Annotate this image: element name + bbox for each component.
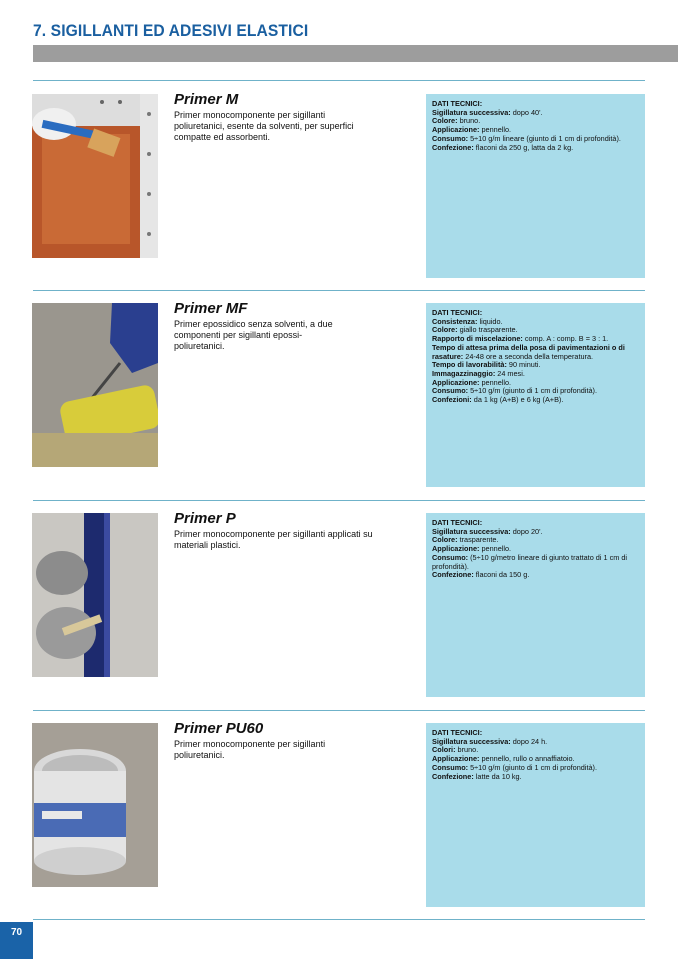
divider [33,919,645,920]
tech-line: Applicazione: pennello. [432,377,512,387]
tech-line: Rapporto di miscelazione: comp. A : comp. B = 3 : 1. [432,334,609,344]
tech-line: Colori: bruno. [432,745,479,755]
tech-data-box [426,723,645,907]
divider [33,710,645,711]
product-description: Primer epossidico senza solventi, a due componenti per sigillanti epossi-poliuretanici. [174,319,333,351]
tech-line: Consumo: (5÷10 g/metro lineare di giunto trattato di 1 cm di profondità). [432,552,628,571]
tech-line: Consumo: 5÷10 g/m (giunto di 1 cm di profondità). [432,762,598,772]
tech-title: DATI TECNICI: [432,728,483,737]
product-photo-primer-p [32,513,158,677]
product-photo-primer-pu60 [32,723,158,887]
product-name: Primer MF [174,300,248,317]
page-number: 70 [10,927,23,938]
tech-line: Tempo di attesa prima della posa di pavimentazioni o di rasature: 24-48 ore a seconda della temperatura. [432,342,625,361]
tech-line: Colore: trasparente. [432,535,499,545]
title-bar [33,45,678,62]
tech-line: Tempo di lavorabilità: 90 minuti. [432,360,541,370]
divider [33,500,645,501]
tech-line: Confezione: flaconi da 250 g, latta da 2 kg. [432,142,574,152]
product-description: Primer monocomponente per sigillanti poliuretanici, esente da solventi, per superfici compatte ed assorbenti. [174,110,354,142]
tech-line: Consistenza: liquido. [432,316,503,326]
product-description: Primer monocomponente per sigillanti poliuretanici. [174,739,326,760]
tech-line: Confezioni: da 1 kg (A+B) e 6 kg (A+B). [432,395,564,405]
tech-line: Consumo: 5÷10 g/m (giunto di 1 cm di profondità). [432,386,598,396]
tech-line: Sigillatura successiva: dopo 24 h. [432,736,548,746]
tech-line: Applicazione: pennello. [432,544,512,554]
product-photo-primer-m [32,94,158,258]
tech-line: Confezione: latte da 10 kg. [432,771,522,781]
tech-data-box [426,303,645,487]
section-title: 7. SIGILLANTI ED ADESIVI ELASTICI [33,21,309,40]
product-name: Primer PU60 [174,720,264,737]
product-photo-primer-mf [32,303,158,467]
tech-line: Colore: bruno. [432,116,481,126]
tech-title: DATI TECNICI: [432,308,483,317]
tech-line: Sigillatura successiva: dopo 20'. [432,526,543,536]
tech-data-box [426,513,645,697]
page-number-badge [0,922,33,959]
product-description: Primer monocomponente per sigillanti applicati su materiali plastici. [174,529,373,550]
tech-line: Applicazione: pennello, rullo o annaffiatoio. [432,754,575,764]
divider [33,80,645,81]
tech-line: Confezione: flaconi da 150 g. [432,570,530,580]
tech-line: Consumo: 5÷10 g/m lineare (giunto di 1 cm di profondità). [432,133,621,143]
product-name: Primer P [174,510,236,527]
tech-line: Sigillatura successiva: dopo 40'. [432,107,543,117]
divider [33,290,645,291]
tech-title: DATI TECNICI: [432,99,483,108]
tech-line: Colore: giallo trasparente. [432,325,518,335]
tech-data-box [426,94,645,278]
tech-line: Immagazzinaggio: 24 mesi. [432,368,525,378]
product-name: Primer M [174,91,239,108]
tech-line: Applicazione: pennello. [432,125,512,135]
tech-title: DATI TECNICI: [432,518,483,527]
